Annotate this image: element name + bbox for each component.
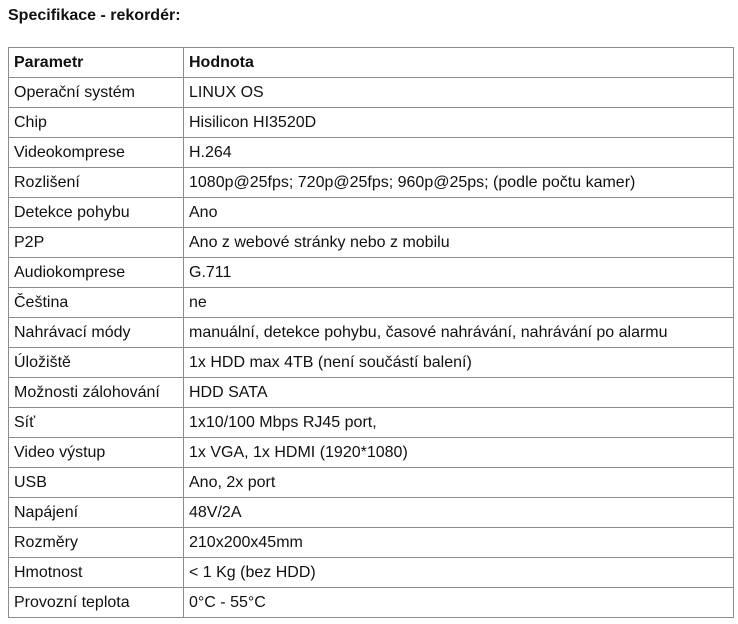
- value-cell: G.711: [184, 258, 734, 288]
- param-cell: Čeština: [9, 288, 184, 318]
- table-row: [9, 378, 734, 408]
- value-cell: 1080p@25fps; 720p@25fps; 960p@25ps; (podle počtu kamer): [184, 168, 734, 198]
- value-cell: H.264: [184, 138, 734, 168]
- param-cell: Videokomprese: [9, 138, 184, 168]
- value-cell: HDD SATA: [184, 378, 734, 408]
- value-cell: LINUX OS: [184, 78, 734, 108]
- value-cell: Ano z webové stránky nebo z mobilu: [184, 228, 734, 258]
- param-cell: Rozlišení: [9, 168, 184, 198]
- value-cell: 48V/2A: [184, 498, 734, 528]
- value-cell: Hisilicon HI3520D: [184, 108, 734, 138]
- header-hodnota: Hodnota: [184, 48, 734, 78]
- value-cell: 1x VGA, 1x HDMI (1920*1080): [184, 438, 734, 468]
- table-row: [9, 438, 734, 468]
- param-cell: Operační systém: [9, 78, 184, 108]
- table-row: [9, 78, 734, 108]
- param-cell: Hmotnost: [9, 558, 184, 588]
- table-header-row: [9, 48, 734, 78]
- table-row: [9, 348, 734, 378]
- table-row: [9, 528, 734, 558]
- page-heading: Specifikace - rekordér:: [8, 7, 181, 24]
- value-cell: ne: [184, 288, 734, 318]
- spec-table: [8, 47, 734, 618]
- header-parametr: Parametr: [9, 48, 184, 78]
- value-cell: Ano: [184, 198, 734, 228]
- param-cell: Nahrávací módy: [9, 318, 184, 348]
- table-row: [9, 498, 734, 528]
- param-cell: Rozměry: [9, 528, 184, 558]
- table-row: [9, 408, 734, 438]
- param-cell: Video výstup: [9, 438, 184, 468]
- param-cell: Napájení: [9, 498, 184, 528]
- value-cell: 1x10/100 Mbps RJ45 port,: [184, 408, 734, 438]
- param-cell: USB: [9, 468, 184, 498]
- param-cell: Detekce pohybu: [9, 198, 184, 228]
- param-cell: Provozní teplota: [9, 588, 184, 618]
- value-cell: Ano, 2x port: [184, 468, 734, 498]
- param-cell: Úložiště: [9, 348, 184, 378]
- table-row: [9, 318, 734, 348]
- table-row: [9, 228, 734, 258]
- param-cell: Možnosti zálohování: [9, 378, 184, 408]
- value-cell: < 1 Kg (bez HDD): [184, 558, 734, 588]
- table-row: [9, 108, 734, 138]
- table-row: [9, 198, 734, 228]
- table-row: [9, 168, 734, 198]
- param-cell: P2P: [9, 228, 184, 258]
- value-cell: 210x200x45mm: [184, 528, 734, 558]
- param-cell: Síť: [9, 408, 184, 438]
- table-row: [9, 288, 734, 318]
- param-cell: Chip: [9, 108, 184, 138]
- value-cell: 1x HDD max 4TB (není součástí balení): [184, 348, 734, 378]
- value-cell: 0°C - 55°C: [184, 588, 734, 618]
- param-cell: Audiokomprese: [9, 258, 184, 288]
- table-row: [9, 138, 734, 168]
- table-row: [9, 468, 734, 498]
- table-row: [9, 558, 734, 588]
- table-row: [9, 258, 734, 288]
- table-row: [9, 588, 734, 618]
- value-cell: manuální, detekce pohybu, časové nahrávání, nahrávání po alarmu: [184, 318, 734, 348]
